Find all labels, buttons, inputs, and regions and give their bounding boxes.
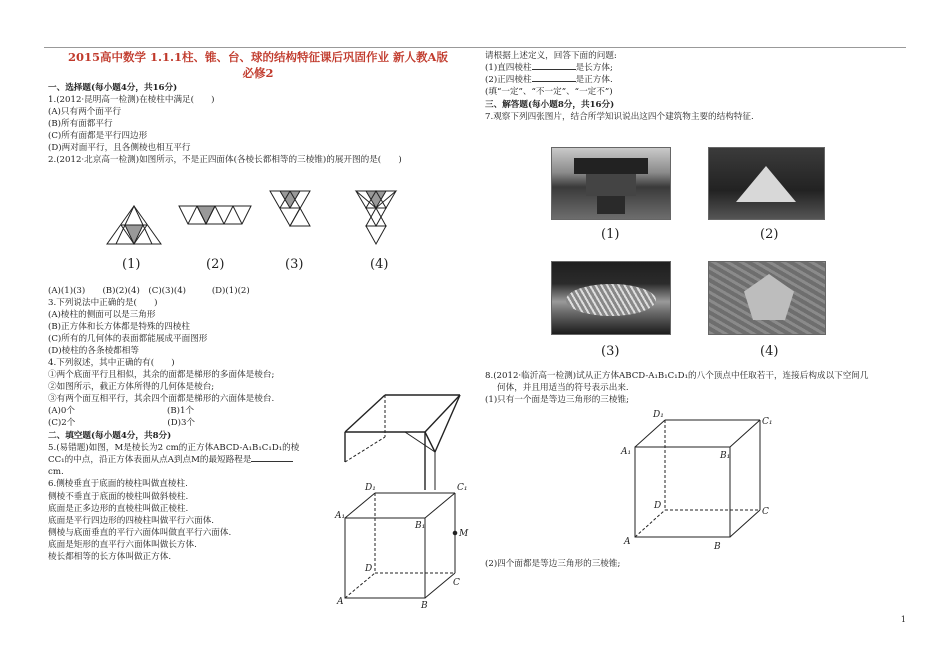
q4-item: ②如图所示，截正方体所得的几何体是棱台; bbox=[48, 382, 215, 393]
section-answer-heading: 三、解答题(每小题8分，共16分) bbox=[485, 100, 615, 111]
q3-option: (A)棱柱的侧面可以是三角形 bbox=[48, 310, 156, 321]
q4-options-row2 bbox=[48, 417, 299, 429]
q5-line-1: 5.(易错题)如图，M是棱长为2 cm的正方体ABCD-A₁B₁C₁D₁的棱 bbox=[48, 443, 300, 454]
q6-q2-blank[interactable] bbox=[532, 81, 576, 82]
label-d: D bbox=[365, 564, 373, 574]
q3-option: (D)棱柱的各条棱都相等 bbox=[48, 346, 139, 357]
q6-q1-text: (1)直四棱柱 bbox=[485, 63, 532, 74]
q6-q1-blank[interactable] bbox=[532, 69, 576, 70]
q6-q1-tail: 是长方体; bbox=[575, 63, 613, 74]
photo-louvre-pyramid bbox=[708, 147, 825, 220]
q4-stem: 4.下列叙述，其中正确的有( ) bbox=[48, 358, 175, 369]
q3-option: (B)正方体和长方体都是特殊的四棱柱 bbox=[48, 322, 190, 333]
q4-option-c: (C)2个 bbox=[48, 418, 76, 429]
label-b: B bbox=[421, 601, 428, 611]
net-label-1: (1) bbox=[122, 257, 141, 272]
net-2-gray bbox=[197, 206, 215, 224]
q4-item: ③有两个面互相平行，其余四个面都是梯形的六面体是棱台. bbox=[48, 394, 275, 405]
q4-truncated-cube-figure bbox=[340, 392, 470, 492]
q8-label-c1: C₁ bbox=[762, 417, 773, 427]
q4-option-b: (B)1个 bbox=[166, 406, 195, 417]
q6-q2-text: (2)正四棱柱 bbox=[485, 75, 532, 86]
label-m: M bbox=[459, 529, 469, 539]
label-b1: B₁ bbox=[415, 521, 426, 531]
q5-cube-figure bbox=[335, 483, 475, 611]
q1-option: (B)所有面都平行 bbox=[48, 119, 113, 130]
photo-label-1: (1) bbox=[601, 227, 620, 242]
photo-birds-nest bbox=[551, 261, 671, 335]
q8-label-c: C bbox=[762, 507, 769, 517]
right-intro: 请根据上述定义，回答下面的问题: bbox=[485, 51, 617, 61]
right-column bbox=[485, 50, 905, 123]
photo-label-2: (2) bbox=[760, 227, 779, 242]
q1-stem: 1.(2012·昆明高一检测)在棱柱中满足( ) bbox=[48, 95, 215, 106]
photo-label-3: (3) bbox=[601, 344, 620, 359]
q5-text: CC₁的中点，沿正方体表面从点A到点M的最短路程是 bbox=[48, 455, 252, 466]
q5-line-2 bbox=[48, 454, 299, 466]
q8-label-d: D bbox=[654, 501, 662, 511]
section-fill-heading: 二、填空题(每小题4分，共8分) bbox=[48, 431, 172, 442]
q5-line-3: cm. bbox=[48, 467, 64, 478]
q7-stem: 7.观察下列四张图片，结合所学知识说出这四个建筑物主要的结构特征. bbox=[485, 112, 754, 123]
q8-label-b1: B₁ bbox=[720, 451, 731, 461]
q6-line: 侧棱与底面垂直的平行六面体叫做直平行六面体. bbox=[48, 527, 232, 538]
doc-title bbox=[38, 50, 478, 81]
net-label-2: (2) bbox=[206, 257, 225, 272]
cube-front-face bbox=[345, 518, 425, 598]
q8-part-1: (1)只有一个面是等边三角形的三棱锥; bbox=[485, 395, 629, 406]
label-a: A bbox=[337, 597, 344, 607]
photo-label-4: (4) bbox=[760, 344, 779, 359]
q6-line: 6.侧棱垂直于底面的棱柱叫做直棱柱. bbox=[48, 479, 188, 490]
q4-option-d: (D)3个 bbox=[167, 418, 196, 429]
net-label-4: (4) bbox=[370, 257, 389, 272]
q2-stem: 2.(2012·北京高一检测)如图所示，不是正四面体(各棱长都相等的三棱锥)的展开图的是( ) bbox=[48, 155, 402, 166]
q8-cube-front-face bbox=[635, 447, 730, 537]
label-a1: A₁ bbox=[335, 511, 346, 521]
section-choice-heading: 一、选择题(每小题4分，共16分) bbox=[48, 83, 178, 94]
q6-line: 棱长都相等的长方体叫做正方体. bbox=[48, 551, 172, 562]
q8-line-1: 8.(2012·临沂高一检测)试从正方体ABCD-A₁B₁C₁D₁的八个顶点中任取若干，连接后构成以下空间几 bbox=[485, 371, 869, 381]
header-rule bbox=[44, 47, 906, 48]
title-line-2: 必修2 bbox=[242, 65, 274, 80]
q8-part-2: (2)四个面都是等边三角形的三棱锥; bbox=[485, 559, 621, 569]
q2-answer-options: (A)(1)(3) (B)(2)(4) (C)(3)(4) (D)(1)(2) bbox=[48, 286, 250, 296]
q8-cube-figure bbox=[620, 412, 790, 552]
q8-label-a: A bbox=[624, 537, 631, 547]
q5-answer-blank[interactable] bbox=[251, 461, 293, 462]
q3-block bbox=[48, 297, 299, 563]
page-number: 1 bbox=[900, 614, 906, 624]
q6-question-1 bbox=[485, 62, 905, 74]
q1-option: (C)所有面都是平行四边形 bbox=[48, 131, 148, 142]
label-c: C bbox=[453, 578, 460, 588]
q3-stem: 3.下列说法中正确的是( ) bbox=[48, 298, 158, 308]
net-3-gray bbox=[280, 191, 300, 208]
q8-label-d1: D₁ bbox=[653, 410, 664, 420]
point-m bbox=[453, 531, 457, 535]
photo-china-pavilion bbox=[551, 147, 671, 220]
q6-question-2 bbox=[485, 74, 905, 86]
q6-line: 侧棱不垂直于底面的棱柱叫做斜棱柱. bbox=[48, 491, 189, 502]
q6-line: 底面是平行四边形的四棱柱叫做平行六面体. bbox=[48, 515, 215, 526]
q8-label-b: B bbox=[714, 542, 721, 552]
q8-block bbox=[485, 370, 869, 406]
q2-nets-figure bbox=[100, 186, 440, 296]
q6-line: 底面是矩形的直平行六面体叫做长方体. bbox=[48, 539, 197, 550]
q6-q2-tail: 是正方体. bbox=[575, 75, 613, 86]
label-d1: D₁ bbox=[365, 483, 376, 493]
net-4-gray bbox=[366, 191, 386, 208]
q3-option: (C)所有的几何体的表面都能展成平面图形 bbox=[48, 334, 208, 345]
left-column bbox=[48, 50, 458, 166]
q8-line-2: 何体，并且用适当的符号表示出来. bbox=[497, 383, 629, 394]
q1-option: (A)只有两个面平行 bbox=[48, 107, 122, 118]
q6-line: 底面是正多边形的直棱柱叫做正棱柱. bbox=[48, 503, 189, 514]
q8-label-a1: A₁ bbox=[621, 447, 632, 457]
net-label-3: (3) bbox=[285, 257, 304, 272]
q6-fill-hint: (填“一定”、“不一定”、“一定不”) bbox=[485, 87, 613, 98]
photo-pentagon bbox=[708, 261, 826, 335]
q4-item: ①两个底面平行且相似，其余的面都是梯形的多面体是棱台; bbox=[48, 370, 275, 381]
q4-options-row1 bbox=[48, 405, 299, 417]
q1-option: (D)两对面平行，且各侧棱也相互平行 bbox=[48, 143, 191, 154]
label-c1: C₁ bbox=[457, 483, 468, 493]
title-line-1: 2015高中数学 1.1.1柱、锥、台、球的结构特征课后巩固作业 新人教A版 bbox=[68, 50, 448, 64]
q4-option-a: (A)0个 bbox=[48, 406, 75, 417]
